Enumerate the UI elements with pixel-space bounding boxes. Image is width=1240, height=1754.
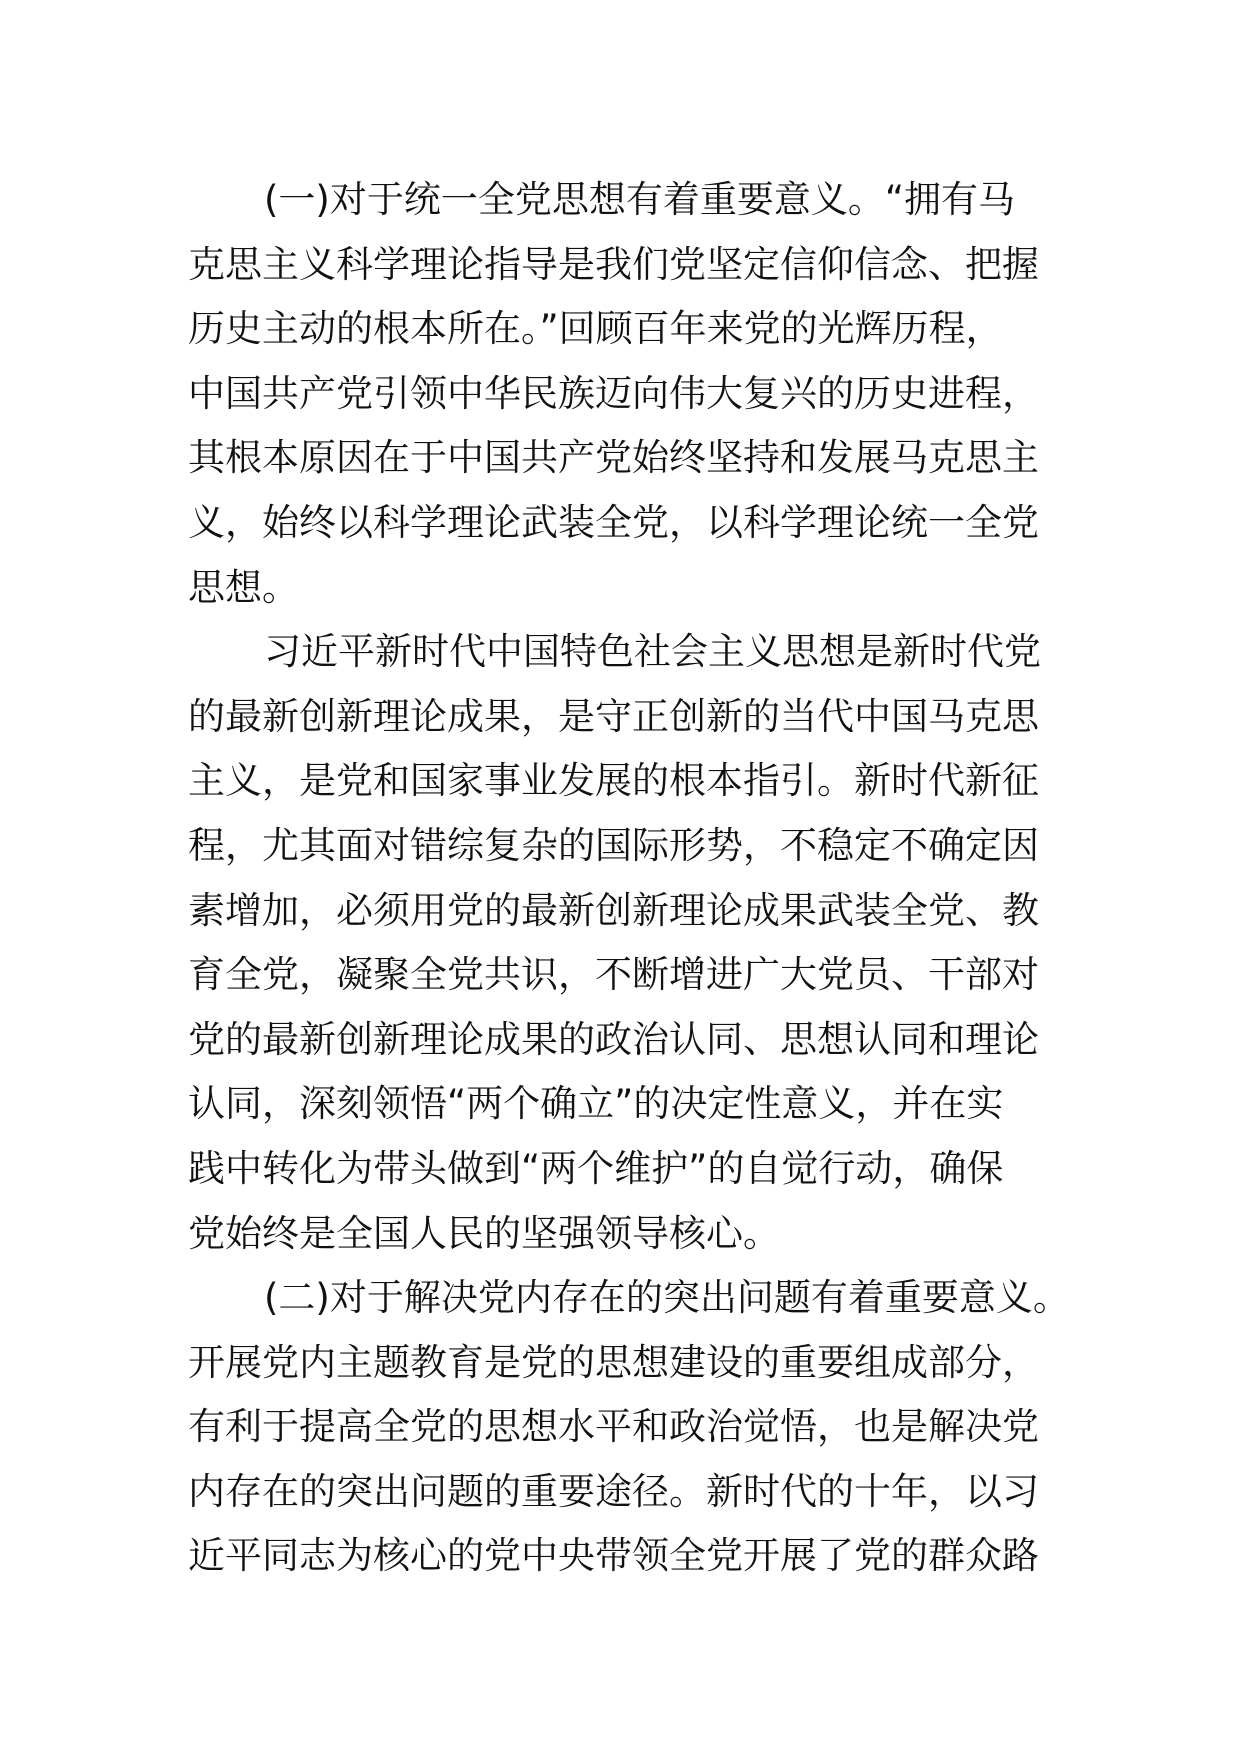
paragraph-2-line-3: 主义，是党和国家事业发展的根本指引。新时代新征 — [188, 759, 1039, 803]
paragraph-1-line-1: (一)对于统一全党思想有着重要意义。“拥有马 — [264, 178, 1016, 221]
paragraph-2-line-5: 素增加，必须用党的最新创新理论成果武装全党、教 — [188, 888, 1039, 932]
paragraph-2-line-9: 践中转化为带头做到“两个维护”的自觉行动，确保 — [188, 1146, 1004, 1190]
paragraph-3-line-1: (二)对于解决党内存在的突出问题有着重要意义。 — [264, 1276, 1070, 1320]
paragraph-1-line-2: 克思主义科学理论指导是我们党坚定信仰信念、把握 — [188, 242, 1039, 286]
paragraph-1-line-7: 思想。 — [188, 565, 299, 609]
paragraph-3-line-2: 开展党内主题教育是党的思想建设的重要组成部分， — [188, 1340, 1039, 1384]
paragraph-2-line-2: 的最新创新理论成果，是守正创新的当代中国马克思 — [188, 694, 1039, 738]
paragraph-1-line-4: 中国共产党引领中华民族迈向伟大复兴的历史进程， — [188, 371, 1039, 415]
paragraph-2-line-4: 程，尤其面对错综复杂的国际形势，不稳定不确定因 — [188, 823, 1039, 867]
paragraph-2-line-1: 习近平新时代中国特色社会主义思想是新时代党 — [264, 630, 1041, 674]
paragraph-1-line-3: 历史主动的根本所在。”回顾百年来党的光辉历程， — [188, 307, 1003, 351]
paragraph-1-line-6: 义，始终以科学理论武装全党，以科学理论统一全党 — [188, 500, 1039, 544]
paragraph-3-line-4: 内存在的突出问题的重要途径。新时代的十年，以习 — [188, 1469, 1039, 1513]
body-text — [188, 168, 1068, 1589]
paragraph-1-line-5: 其根本原因在于中国共产党始终坚持和发展马克思主 — [188, 436, 1039, 480]
paragraph-2-line-10: 党始终是全国人民的坚强领导核心。 — [188, 1211, 780, 1255]
paragraph-3-line-5: 近平同志为核心的党中央带领全党开展了党的群众路 — [188, 1534, 1039, 1578]
paragraph-2-line-7: 党的最新创新理论成果的政治认同、思想认同和理论 — [188, 1017, 1039, 1061]
paragraph-2-line-6: 育全党，凝聚全党共识，不断增进广大党员、干部对 — [188, 953, 1039, 997]
paragraph-3-line-3: 有利于提高全党的思想水平和政治觉悟，也是解决党 — [188, 1405, 1039, 1449]
paragraph-2-line-8: 认同，深刻领悟“两个确立”的决定性意义，并在实 — [188, 1082, 1004, 1126]
